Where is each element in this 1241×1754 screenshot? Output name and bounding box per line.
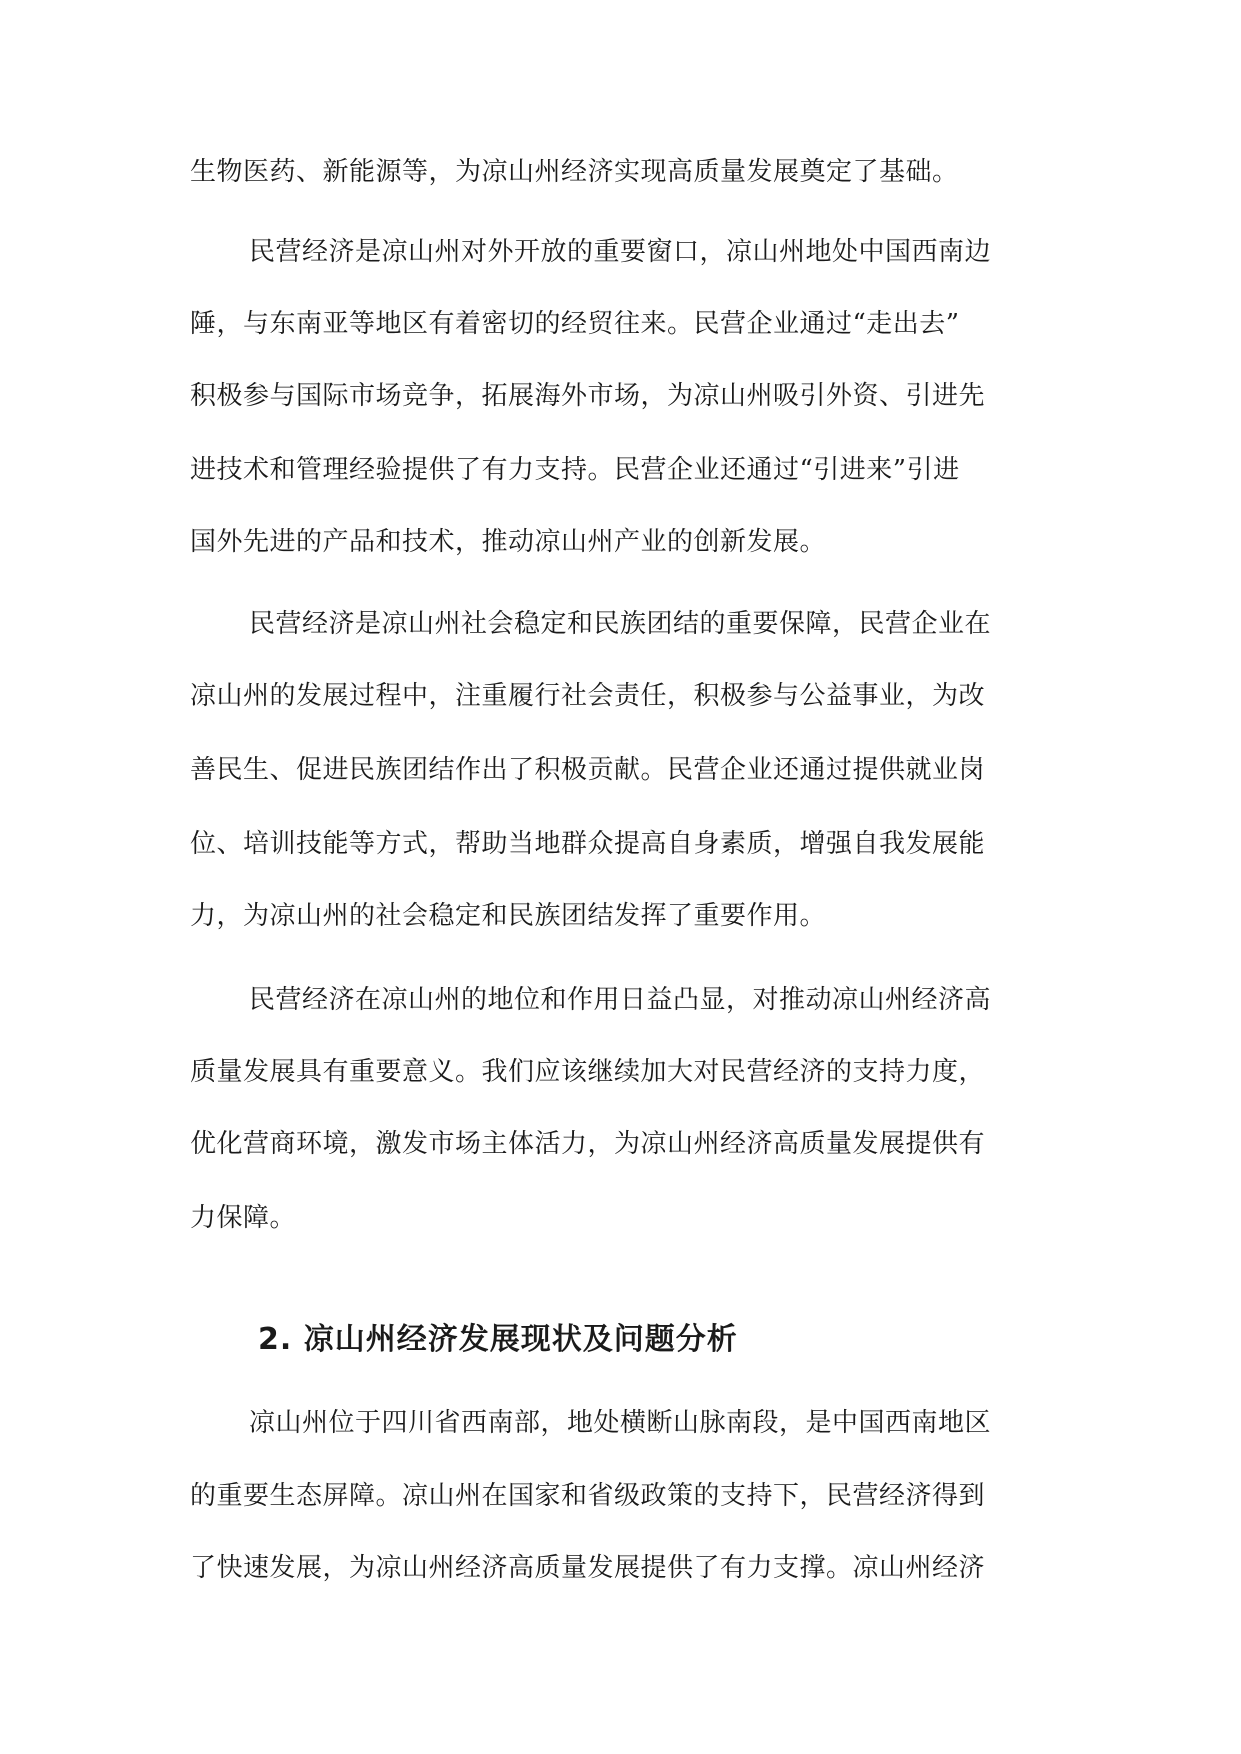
paragraph-first-line: 凉山州位于四川省西南部，地处横断山脉南段，是中国西南地区 (249, 1408, 992, 1438)
text-line: 陲，与东南亚等地区有着密切的经贸往来。民营企业通过“走出去” (190, 309, 960, 339)
text-line: 进技术和管理经验提供了有力支持。民营企业还通过“引进来”引进 (190, 455, 960, 485)
paragraph-first-line: 民营经济是凉山州对外开放的重要窗口，凉山州地处中国西南边 (249, 237, 992, 267)
text-line: 力保障。 (190, 1203, 297, 1233)
text-line: 力，为凉山州的社会稳定和民族团结发挥了重要作用。 (190, 901, 827, 931)
text-line: 位、培训技能等方式，帮助当地群众提高自身素质，增强自我发展能 (190, 829, 986, 859)
text-line: 国外先进的产品和技术，推动凉山州产业的创新发展。 (190, 527, 827, 557)
text-line: 的重要生态屏障。凉山州在国家和省级政策的支持下，民营经济得到 (190, 1481, 986, 1511)
text-line: 生物医药、新能源等，为凉山州经济实现高质量发展奠定了基础。 (190, 157, 959, 187)
paragraph-first-line: 民营经济是凉山州社会稳定和民族团结的重要保障，民营企业在 (249, 609, 992, 639)
text-line: 了快速发展，为凉山州经济高质量发展提供了有力支撑。凉山州经济 (190, 1553, 986, 1583)
section-heading: 2. 凉山州经济发展现状及问题分析 (258, 1322, 738, 1357)
text-line: 善民生、促进民族团结作出了积极贡献。民营企业还通过提供就业岗 (190, 755, 986, 785)
text-line: 积极参与国际市场竞争，拓展海外市场，为凉山州吸引外资、引进先 (190, 381, 986, 411)
text-line: 优化营商环境，激发市场主体活力，为凉山州经济高质量发展提供有 (190, 1129, 986, 1159)
text-line: 质量发展具有重要意义。我们应该继续加大对民营经济的支持力度， (190, 1057, 986, 1087)
paragraph-first-line: 民营经济在凉山州的地位和作用日益凸显，对推动凉山州经济高 (249, 985, 992, 1015)
text-line: 凉山州的发展过程中，注重履行社会责任，积极参与公益事业，为改 (190, 681, 986, 711)
